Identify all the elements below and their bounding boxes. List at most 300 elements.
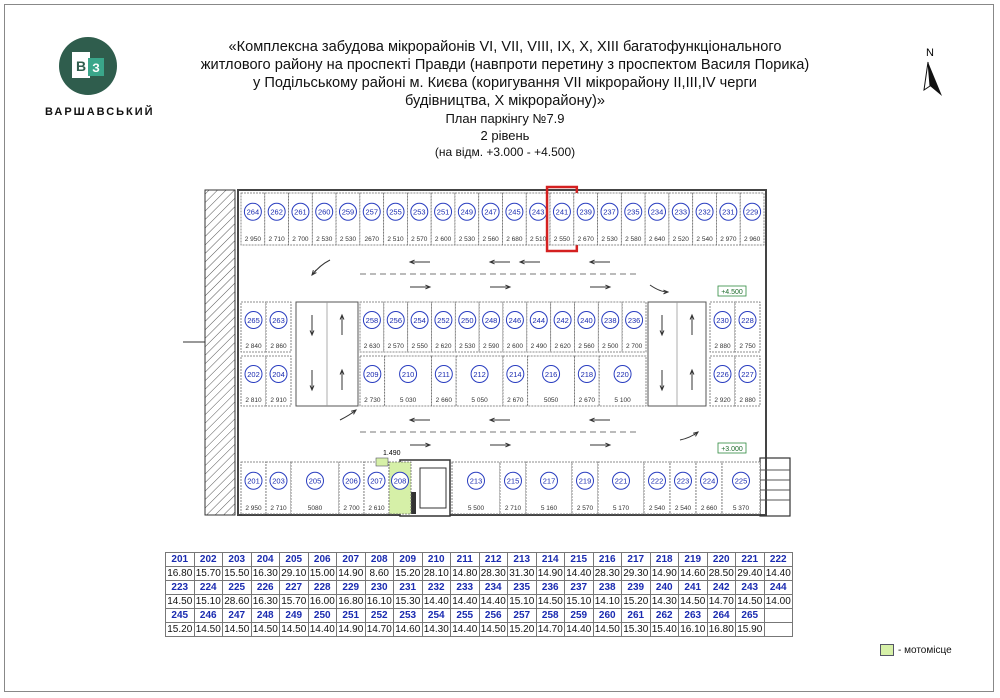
- stall-area-cell: 29.30: [623, 568, 649, 579]
- logo-caption: ВАРШАВСЬКИЙ: [45, 106, 155, 118]
- stall-number-cell: 212: [479, 553, 508, 567]
- stall-number-cell: 252: [365, 609, 394, 623]
- stall-number: 205: [308, 476, 322, 486]
- stall-number: 237: [603, 207, 616, 217]
- stall-number: 201: [247, 476, 260, 486]
- stall-number: 240: [580, 316, 593, 325]
- stall-number-cell: 214: [536, 553, 565, 567]
- parking-stall-255[interactable]: [384, 193, 408, 245]
- parking-stall-214[interactable]: [503, 356, 528, 406]
- title-line-2: житлового району на проспекті Правди (навпроти перетину з проспектом Василя Порика): [200, 57, 810, 73]
- stall-number: 248: [484, 316, 498, 325]
- parking-stall-213[interactable]: [452, 462, 500, 514]
- stall-dimension: 5 050: [471, 397, 488, 404]
- stall-dimension: 2 710: [268, 236, 285, 243]
- stall-number: 250: [460, 316, 474, 325]
- parking-stall-242[interactable]: [551, 302, 575, 352]
- stall-number: 233: [674, 207, 688, 217]
- parking-stall-216[interactable]: [528, 356, 575, 406]
- parking-stall-259[interactable]: [336, 193, 360, 245]
- parking-stall-201[interactable]: [241, 462, 266, 514]
- stall-dimension: 2 730: [364, 397, 381, 404]
- parking-stall-232[interactable]: [693, 193, 717, 245]
- parking-stall-221[interactable]: [598, 462, 644, 514]
- stall-area-table: [165, 552, 793, 637]
- stall-number-cell: 246: [194, 609, 223, 623]
- svg-text:+3.000: +3.000: [721, 446, 743, 453]
- parking-stall-256[interactable]: [384, 302, 408, 352]
- stall-number: 258: [365, 316, 379, 325]
- parking-stall-246[interactable]: [503, 302, 527, 352]
- stall-area-cell: 14.40: [423, 596, 449, 607]
- stall-dimension: 2 660: [435, 397, 452, 404]
- parking-stall-224[interactable]: [696, 462, 722, 514]
- stall-number: 245: [508, 207, 521, 217]
- parking-stall-236[interactable]: [622, 302, 646, 352]
- title-line-4: будівництва, X мікрорайону)»: [405, 93, 605, 109]
- stall-area-cell: 15.30: [623, 624, 649, 635]
- stall-area-cell: 14.50: [195, 624, 221, 635]
- stall-number-cell: 203: [223, 553, 252, 567]
- stall-dimension: 2 510: [530, 236, 547, 243]
- stall-dimension: 2670: [364, 236, 379, 243]
- stall-area-cell: 15.70: [195, 568, 221, 579]
- stall-number-cell: 261: [622, 609, 651, 623]
- stall-area-cell: 28.30: [594, 568, 620, 579]
- stall-dimension: 2 880: [739, 397, 756, 404]
- stall-dimension: 2 590: [482, 343, 500, 350]
- level-title: 2 рівень: [480, 128, 530, 143]
- stall-number-cell: 205: [280, 553, 309, 567]
- stall-dimension: 5050: [543, 397, 559, 404]
- stall-area-cell: 14.50: [594, 624, 620, 635]
- stall-number: 206: [345, 476, 358, 486]
- north-label: N: [926, 47, 934, 59]
- stall-number-cell: 257: [508, 609, 537, 623]
- parking-stall-217[interactable]: [526, 462, 572, 514]
- stall-number: 228: [741, 316, 754, 325]
- stall-number: 247: [484, 207, 497, 217]
- stall-dimension: 2 550: [411, 343, 428, 350]
- stall-number: 204: [272, 370, 285, 379]
- stall-number-cell: 210: [422, 553, 451, 567]
- stall-area-cell: 14.40: [452, 624, 478, 635]
- stall-number: 203: [272, 476, 285, 486]
- stall-number: 232: [698, 207, 711, 217]
- parking-stall-218[interactable]: [575, 356, 600, 406]
- stall-number-cell: 242: [707, 581, 736, 595]
- plan-title: План паркінгу №7.9: [445, 111, 565, 126]
- parking-stall-248[interactable]: [479, 302, 503, 352]
- stall-dimension: 2 540: [696, 236, 713, 243]
- stall-number: 212: [473, 370, 486, 379]
- stall-number: 222: [650, 476, 664, 486]
- stall-area-cell: 14.00: [765, 596, 791, 607]
- stall-dimension: 2 570: [576, 505, 594, 512]
- stall-area-cell: 16.10: [680, 624, 706, 635]
- stall-number: 260: [317, 207, 331, 217]
- level-mark: [718, 443, 746, 453]
- stall-dimension: 2 710: [504, 505, 522, 512]
- stall-dimension: 2 950: [245, 505, 262, 512]
- stall-number-cell: 223: [166, 581, 195, 595]
- stall-number-cell: 237: [565, 581, 594, 595]
- stall-area-cell: 14.90: [537, 568, 563, 579]
- legend: [880, 644, 952, 656]
- level-marks: (на відм. +3.000 - +4.500): [434, 145, 576, 159]
- parking-stall-231[interactable]: [716, 193, 740, 245]
- parking-stall-226[interactable]: [710, 356, 735, 406]
- stall-area-cell: 14.50: [281, 624, 307, 635]
- stall-number-cell: 263: [679, 609, 708, 623]
- parking-stall-250[interactable]: [455, 302, 479, 352]
- stall-dimension: 2 630: [363, 343, 381, 350]
- parking-stall-227[interactable]: [735, 356, 760, 406]
- stall-number-cell: 250: [308, 609, 337, 623]
- stall-number-cell: 219: [679, 553, 708, 567]
- stall-area-cell: 28.50: [708, 568, 734, 579]
- stall-dimension: 5 370: [732, 505, 750, 512]
- stall-number: 217: [542, 476, 556, 486]
- stall-dimension: 5 030: [399, 397, 417, 404]
- stall-dimension: 2 660: [700, 505, 718, 512]
- stall-number-cell: 215: [565, 553, 594, 567]
- stall-number-cell: 239: [622, 581, 651, 595]
- stall-dimension: 2 810: [245, 397, 262, 404]
- title-line-1: «Комплексна забудова мікрорайонів VI, VII, VIII, IX, X, XIII багатофункціонального: [228, 39, 782, 55]
- stall-number-cell: 211: [451, 553, 480, 567]
- stall-number-cell: 243: [736, 581, 765, 595]
- parking-stall-223[interactable]: [670, 462, 696, 514]
- parking-stall-212[interactable]: [456, 356, 503, 406]
- stall-number-cell: 265: [736, 609, 765, 623]
- stall-dimension: 2 530: [459, 343, 476, 350]
- stall-number-cell: 236: [536, 581, 565, 595]
- parking-stall-261[interactable]: [289, 193, 313, 245]
- stall-dimension: 2 960: [743, 236, 761, 243]
- stall-area-cell: 16.30: [252, 596, 278, 607]
- table-row-numbers: [166, 609, 793, 623]
- stall-number: 236: [627, 316, 641, 325]
- parking-stall-228[interactable]: [735, 302, 760, 352]
- stall-number: 235: [626, 207, 640, 217]
- stall-dimension: 2 500: [602, 343, 619, 350]
- stall-number: 213: [469, 476, 483, 486]
- stall-number-cell: 259: [565, 609, 594, 623]
- stall-dimension: 2 700: [343, 505, 360, 512]
- stall-area-cell: 14.60: [680, 568, 706, 579]
- moto-legend-label: - мотомісце: [898, 644, 952, 656]
- stall-number-cell: 232: [422, 581, 451, 595]
- stall-dimension: 2 970: [720, 236, 737, 243]
- stall-area-cell: 15.20: [167, 624, 193, 635]
- stall-number: 239: [579, 207, 592, 217]
- parking-stall-209[interactable]: [360, 356, 385, 406]
- parking-stall-220[interactable]: [599, 356, 646, 406]
- parking-stall-203[interactable]: [266, 462, 291, 514]
- stall-number-cell: 207: [337, 553, 366, 567]
- stall-area-cell: 28.30: [480, 568, 506, 579]
- parking-stall-263[interactable]: [266, 302, 291, 352]
- stall-area-cell: 16.80: [708, 624, 734, 635]
- stall-dimension: 2 560: [482, 236, 499, 243]
- parking-stall-257[interactable]: [360, 193, 384, 245]
- stall-dimension: 5 100: [614, 397, 631, 404]
- stall-number-cell: 225: [223, 581, 252, 595]
- stall-area-cell: 14.80: [452, 568, 478, 579]
- stall-number-cell: 218: [650, 553, 679, 567]
- stall-number: 231: [722, 207, 735, 217]
- stall-number-cell: 226: [251, 581, 280, 595]
- stall-number-cell: 264: [707, 609, 736, 623]
- stall-dimension: 2 530: [458, 236, 475, 243]
- table-row-numbers: [166, 553, 793, 567]
- stall-dimension: 2 620: [435, 343, 452, 350]
- stall-area-cell: 15.20: [623, 596, 649, 607]
- parking-stall-264[interactable]: [241, 193, 265, 245]
- stall-dimension: 2 910: [270, 397, 287, 404]
- stall-area-cell: 15.40: [651, 624, 677, 635]
- stall-area-cell: 14.40: [309, 624, 335, 635]
- stall-area-cell: 14.40: [765, 568, 791, 579]
- logo-letter-left: В: [75, 58, 87, 74]
- parking-stall-245[interactable]: [503, 193, 527, 245]
- stall-number: 262: [270, 207, 283, 217]
- parking-stall-258[interactable]: [360, 302, 384, 352]
- parking-stall-206[interactable]: [339, 462, 364, 514]
- stall-number: 241: [555, 207, 569, 217]
- parking-stall-207[interactable]: [364, 462, 389, 514]
- stall-dimension: 2 920: [714, 397, 731, 404]
- stall-number: 207: [370, 476, 383, 486]
- stall-number: 255: [389, 207, 402, 217]
- stall-number: 211: [437, 370, 450, 379]
- stall-number-cell: 217: [622, 553, 651, 567]
- stall-number: 263: [272, 316, 285, 325]
- logo-letter-right: З: [92, 61, 100, 75]
- parking-stall-225[interactable]: [722, 462, 760, 514]
- stall-area-cell: 16.00: [309, 596, 335, 607]
- parking-stall-211[interactable]: [432, 356, 457, 406]
- parking-stall-205[interactable]: [291, 462, 339, 514]
- stall-number-cell: 221: [736, 553, 765, 567]
- stall-area-cell: 16.10: [366, 596, 392, 607]
- parking-stall-238[interactable]: [598, 302, 622, 352]
- stall-number-cell: 220: [707, 553, 736, 567]
- parking-stall-219[interactable]: [572, 462, 598, 514]
- stall-number-cell: [764, 609, 793, 623]
- stall-dimension: 2 710: [270, 505, 287, 512]
- stall-dimension: 2 560: [578, 343, 595, 350]
- stall-area-cell: 8.60: [365, 567, 394, 581]
- stall-area-cell: 15.70: [281, 596, 307, 607]
- stall-number: 215: [506, 476, 520, 486]
- parking-stall-234[interactable]: [645, 193, 669, 245]
- stall-number-cell: 201: [166, 553, 195, 567]
- stall-area-cell: 14.50: [680, 596, 706, 607]
- parking-stall-222[interactable]: [644, 462, 670, 514]
- parking-stall-252[interactable]: [432, 302, 456, 352]
- parking-stall-215[interactable]: [500, 462, 526, 514]
- stall-area-cell: 15.10: [566, 596, 592, 607]
- stall-number: 210: [401, 370, 415, 379]
- stall-number: 218: [580, 370, 594, 379]
- stall-number: 256: [389, 316, 403, 325]
- stall-area-cell: 14.30: [651, 596, 677, 607]
- stall-dimension: 2 670: [578, 397, 595, 404]
- stall-number: 219: [578, 476, 592, 486]
- table-row-areas: [166, 595, 793, 609]
- stall-number-cell: 202: [194, 553, 223, 567]
- parking-stall-240[interactable]: [575, 302, 599, 352]
- stall-number-cell: 229: [337, 581, 366, 595]
- stall-dimension: 2 540: [648, 505, 666, 512]
- parking-stall-241[interactable]: [550, 193, 574, 245]
- stall-number: 254: [413, 316, 426, 325]
- stall-number-cell: 260: [593, 609, 622, 623]
- stall-number: 214: [509, 370, 522, 379]
- stall-number: 224: [702, 476, 716, 486]
- stall-area-cell: 29.10: [281, 568, 307, 579]
- stall-dimension: 5 170: [612, 505, 630, 512]
- stall-number-cell: 253: [394, 609, 423, 623]
- parking-stall-208[interactable]: [389, 462, 411, 514]
- parking-stall-235[interactable]: [621, 193, 645, 245]
- stall-number: 244: [532, 316, 546, 325]
- stall-dimension: 2 860: [270, 343, 287, 350]
- stall-dimension: 2 840: [245, 343, 262, 350]
- moto-spot-marker: [376, 458, 388, 466]
- stall-area-cell: 31.30: [509, 568, 535, 579]
- stall-dimension: 2 700: [625, 343, 643, 350]
- parking-stall-254[interactable]: [408, 302, 432, 352]
- parking-stall-249[interactable]: [455, 193, 479, 245]
- stall-number: 202: [247, 370, 260, 379]
- stall-area-cell: 16.80: [338, 596, 364, 607]
- stall-dimension: 2 600: [506, 343, 524, 350]
- parking-stall-262[interactable]: [265, 193, 289, 245]
- table-row-areas: [166, 623, 793, 637]
- stall-area-cell: 14.40: [480, 596, 506, 607]
- stall-number: 257: [365, 207, 379, 217]
- stall-number: 259: [341, 207, 355, 217]
- stall-number-cell: 254: [422, 609, 451, 623]
- stall-number-cell: 209: [394, 553, 423, 567]
- parking-stall-229[interactable]: [740, 193, 764, 245]
- parking-stall-260[interactable]: [312, 193, 336, 245]
- stall-number-cell: 248: [251, 609, 280, 623]
- stall-dimension: 2 540: [674, 505, 692, 512]
- stall-number: 249: [460, 207, 474, 217]
- stall-number-cell: 235: [508, 581, 537, 595]
- parking-stall-233[interactable]: [669, 193, 693, 245]
- stall-area-cell: 15.10: [195, 596, 221, 607]
- parking-stall-237[interactable]: [598, 193, 622, 245]
- stall-number-cell: 224: [194, 581, 223, 595]
- stall-number: 221: [614, 476, 628, 486]
- stall-number: 252: [437, 316, 450, 325]
- stall-number-cell: 213: [508, 553, 537, 567]
- title-line-3: у Подільському районі м. Києва (коригування VII мікрорайону II,III,IV черги: [253, 75, 757, 91]
- stall-number-cell: 234: [479, 581, 508, 595]
- stall-number: 243: [531, 207, 545, 217]
- stall-number-cell: 256: [479, 609, 508, 623]
- stall-number-cell: 244: [764, 581, 793, 595]
- parking-stall-247[interactable]: [479, 193, 503, 245]
- stall-number: 246: [508, 316, 522, 325]
- parking-stall-239[interactable]: [574, 193, 598, 245]
- stall-number: 208: [393, 476, 407, 486]
- stall-area-cell: 14.50: [737, 596, 763, 607]
- stall-number-cell: 204: [251, 553, 280, 567]
- stall-number: 230: [716, 316, 729, 325]
- stall-area-cell: 15.20: [509, 624, 535, 635]
- stall-dimension: 2 570: [387, 343, 404, 350]
- stall-area-cell: 15.20: [395, 568, 421, 579]
- stall-area-cell: 15.50: [224, 568, 250, 579]
- stall-dimension: 2 610: [368, 505, 385, 512]
- stall-area-cell: 16.80: [167, 568, 193, 579]
- stall-area-cell: 14.50: [224, 624, 250, 635]
- stall-area-cell: 14.50: [480, 624, 506, 635]
- stall-area-cell: 29.40: [737, 568, 763, 579]
- parking-stall-265[interactable]: [241, 302, 266, 352]
- stall-number-cell: 222: [764, 553, 793, 567]
- stall-number: 226: [716, 370, 729, 379]
- parking-stall-251[interactable]: [431, 193, 455, 245]
- stall-number: 225: [734, 476, 748, 486]
- stall-dimension: 2 750: [739, 343, 756, 350]
- stall-dimension: 2 620: [554, 343, 571, 350]
- parking-stall-204[interactable]: [266, 356, 291, 406]
- stall-number-cell: 241: [679, 581, 708, 595]
- stall-number-cell: 245: [166, 609, 195, 623]
- stall-dimension: 2 670: [507, 397, 524, 404]
- parking-stall-202[interactable]: [241, 356, 266, 406]
- stall-dimension: 2 550: [553, 236, 571, 243]
- stall-number-cell: 216: [593, 553, 622, 567]
- stall-area-cell: 15.10: [509, 596, 535, 607]
- stall-dimension: 2 490: [530, 343, 547, 350]
- stall-dimension: 2 680: [506, 236, 523, 243]
- moto-legend-swatch: [880, 644, 894, 656]
- stall-area-cell: 15.30: [395, 596, 421, 607]
- stall-area-cell: 14.90: [338, 568, 364, 579]
- stall-area-cell: 28.60: [224, 596, 250, 607]
- stall-number-cell: 230: [365, 581, 394, 595]
- svg-text:+4.500: +4.500: [721, 289, 743, 296]
- parking-stall-253[interactable]: [407, 193, 431, 245]
- stall-number-cell: 251: [337, 609, 366, 623]
- stall-number: 227: [741, 370, 754, 379]
- parking-stall-210[interactable]: [385, 356, 432, 406]
- stall-number: 242: [556, 316, 569, 325]
- stall-number-cell: 255: [451, 609, 480, 623]
- stall-dimension: 2 880: [714, 343, 731, 350]
- stall-area-cell: 16.30: [252, 568, 278, 579]
- stall-area-cell: 28.10: [423, 568, 449, 579]
- stall-dimension: 2 580: [625, 236, 642, 243]
- parking-stall-244[interactable]: [527, 302, 551, 352]
- stall-number-cell: 240: [650, 581, 679, 595]
- stall-area-cell: [764, 623, 793, 637]
- table-row-areas: [166, 567, 793, 581]
- dimension-label: 1.490: [383, 450, 401, 457]
- stall-dimension: 2 950: [244, 236, 262, 243]
- stall-dimension: 2 530: [601, 236, 618, 243]
- stall-number: 261: [294, 207, 307, 217]
- parking-stall-230[interactable]: [710, 302, 735, 352]
